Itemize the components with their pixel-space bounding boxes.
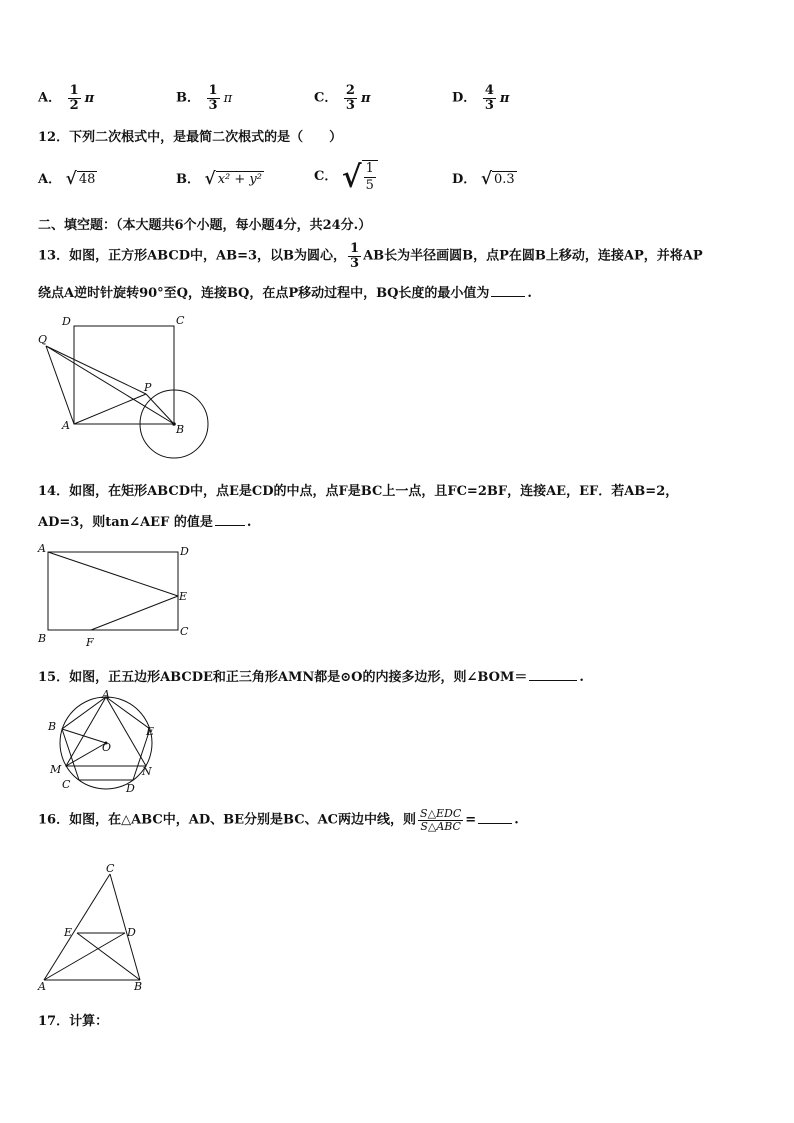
q11-option-c: C． $\frac{2}{3}$ π [314,83,371,113]
q14-figure [34,538,199,650]
label-p: P [144,381,152,394]
answer-blank[interactable] [215,525,245,526]
label-c: C [106,862,115,875]
section-heading: 二、填空题：（本大题共6个小题，每小题4分，共24分.） [38,218,372,233]
fraction: $\frac{4}{3}$ [484,83,494,113]
label-b: B [134,980,143,993]
label-a: A [102,688,110,701]
q13-line1: 13．如图，正方形ABCD中，AB=3，以B为圆心， $\frac{1}{3}$ AB长为半径画圆B，点P在圆B上移动，连接AP，并将AP [38,241,703,271]
q12-option-d: D． √ 0.3 [452,169,515,189]
sqrt: √ $\frac{1}{5}$ [342,160,378,193]
label-a: A [38,980,46,993]
label-a: A [38,542,46,555]
label-e: E [146,725,155,738]
q14-line1: 14．如图，在矩形ABCD中，点E是CD的中点，点F是BC上一点，且FC=2BF，连接AE，EF．若AB=2， [38,484,679,499]
q13-figure [36,310,216,460]
label-d: D [127,926,136,939]
fraction: $\frac{1}{3}$ [350,241,360,271]
q15-text: 15．如图，正五边形ABCDE和正三角形AMN都是⊙O的内接多边形，则∠BOM＝ . [38,670,584,685]
fraction: $\frac{1}{3}$ [208,83,218,113]
label-b: B [176,423,185,436]
label-d: D [62,315,71,328]
q11-option-d: D． $\frac{4}{3}$ π [452,83,510,113]
q15-figure [44,688,164,794]
sqrt: √ 48 [65,169,96,189]
label-q: Q [38,333,48,346]
label-e: E [64,926,73,939]
fraction: $\frac{2}{3}$ [345,83,355,113]
q13-line2: 绕点A逆时针旋转90°至Q，连接BQ，在点P移动过程中，BQ长度的最小值为 . [38,286,532,301]
label-a: A [62,419,70,432]
label-c: C [62,778,71,791]
q12-option-b: B． √ x² + y² [176,169,262,189]
label-b: B [48,720,57,733]
label-c: C [176,314,185,327]
label-b: B [38,632,47,645]
q11-option-a: A． $\frac{1}{2}$ π [38,83,95,113]
sqrt: √ 0.3 [480,169,515,189]
q12-option-a: A． √ 48 [38,169,96,189]
q12-stem: 12．下列二次根式中，是最简二次根式的是（ ） [38,130,343,145]
q12-option-c: C． √ $\frac{1}{5}$ [314,160,378,193]
answer-blank[interactable] [529,680,577,681]
fraction: $\frac{\text{S△EDC}}{\text{S△ABC}}$ [420,807,462,833]
label-f: F [86,636,94,649]
q16-figure [34,858,149,996]
label-m: M [50,763,62,776]
label-d: D [126,782,135,794]
q14-line2: AD=3，则tan∠AEF 的值是 . [38,515,252,530]
label-c: C [180,625,189,638]
answer-blank[interactable] [478,823,512,824]
q17-text: 17．计算： [38,1014,109,1029]
q16-text: 16．如图，在△ABC中，AD、BE分别是BC、AC两边中线，则 $\frac{\text{S△EDC}}{\text{S△ABC}}$ = . [38,807,519,833]
answer-blank[interactable] [491,296,525,297]
sqrt: √ x² + y² [204,169,262,189]
label-e: E [179,590,188,603]
fraction: $\frac{1}{2}$ [69,83,79,113]
label-d: D [180,545,189,558]
q11-option-b: B． $\frac{1}{3}$ π [176,83,233,113]
label-n: N [142,765,152,778]
label-o: O [102,741,112,754]
